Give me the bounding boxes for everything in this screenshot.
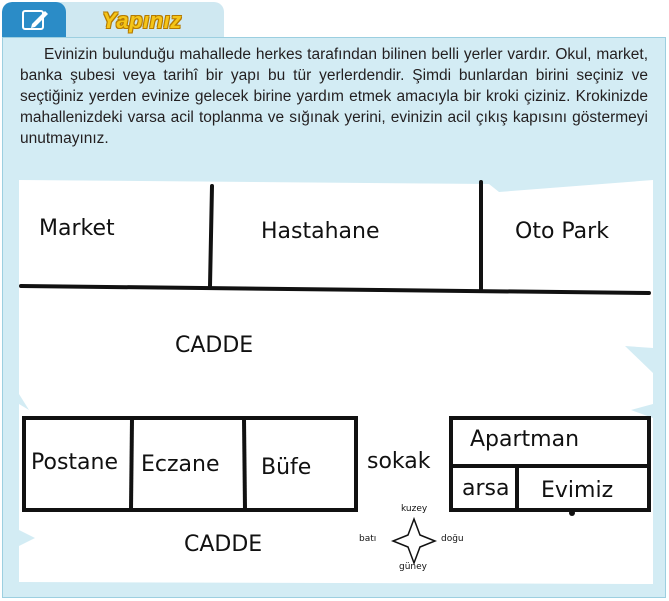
kiosk-label: Büfe bbox=[261, 455, 312, 480]
pencil-notebook-icon bbox=[2, 2, 66, 38]
apartment-label: Apartman bbox=[470, 427, 580, 452]
lot-label: arsa bbox=[462, 476, 510, 501]
instructions-paragraph: Evinizin bulunduğu mahallede herkes tarafından bilinen belli yerler vardır. Okul, market, banka şubesi veya tarihî bir yapı bu tür yerlerdendir. Şimdi bunlardan birini seçiniz ve seçtiğiniz yerden evinize gelecek birine yardım etmek amacıyla bir kroki çiziniz. Krokinizde mahallenizdeki varsa acil toplanma ve sığınak yerini, evinizin acil çıkış kapısını göstermeyi unutmayınız. bbox=[20, 46, 648, 147]
neighborhood-sketch bbox=[19, 178, 653, 584]
activity-title: Yapınız bbox=[102, 8, 182, 33]
activity-tab bbox=[2, 2, 224, 38]
compass-north-label: kuzey bbox=[401, 504, 428, 514]
side-street-label: sokak bbox=[367, 449, 431, 474]
market-label: Market bbox=[39, 216, 115, 241]
my-home-label: Evimiz bbox=[541, 478, 614, 503]
compass-east-label: doğu bbox=[441, 534, 464, 544]
post-office-label: Postane bbox=[31, 450, 118, 475]
pharmacy-label: Eczane bbox=[141, 452, 220, 477]
compass-south-label: güney bbox=[399, 562, 427, 572]
compass-west-label: batı bbox=[359, 534, 377, 544]
parking-label: Oto Park bbox=[515, 219, 609, 244]
street-bottom-label: CADDE bbox=[184, 532, 263, 557]
hospital-label: Hastahane bbox=[261, 219, 380, 244]
street-top-label: CADDE bbox=[175, 333, 254, 358]
